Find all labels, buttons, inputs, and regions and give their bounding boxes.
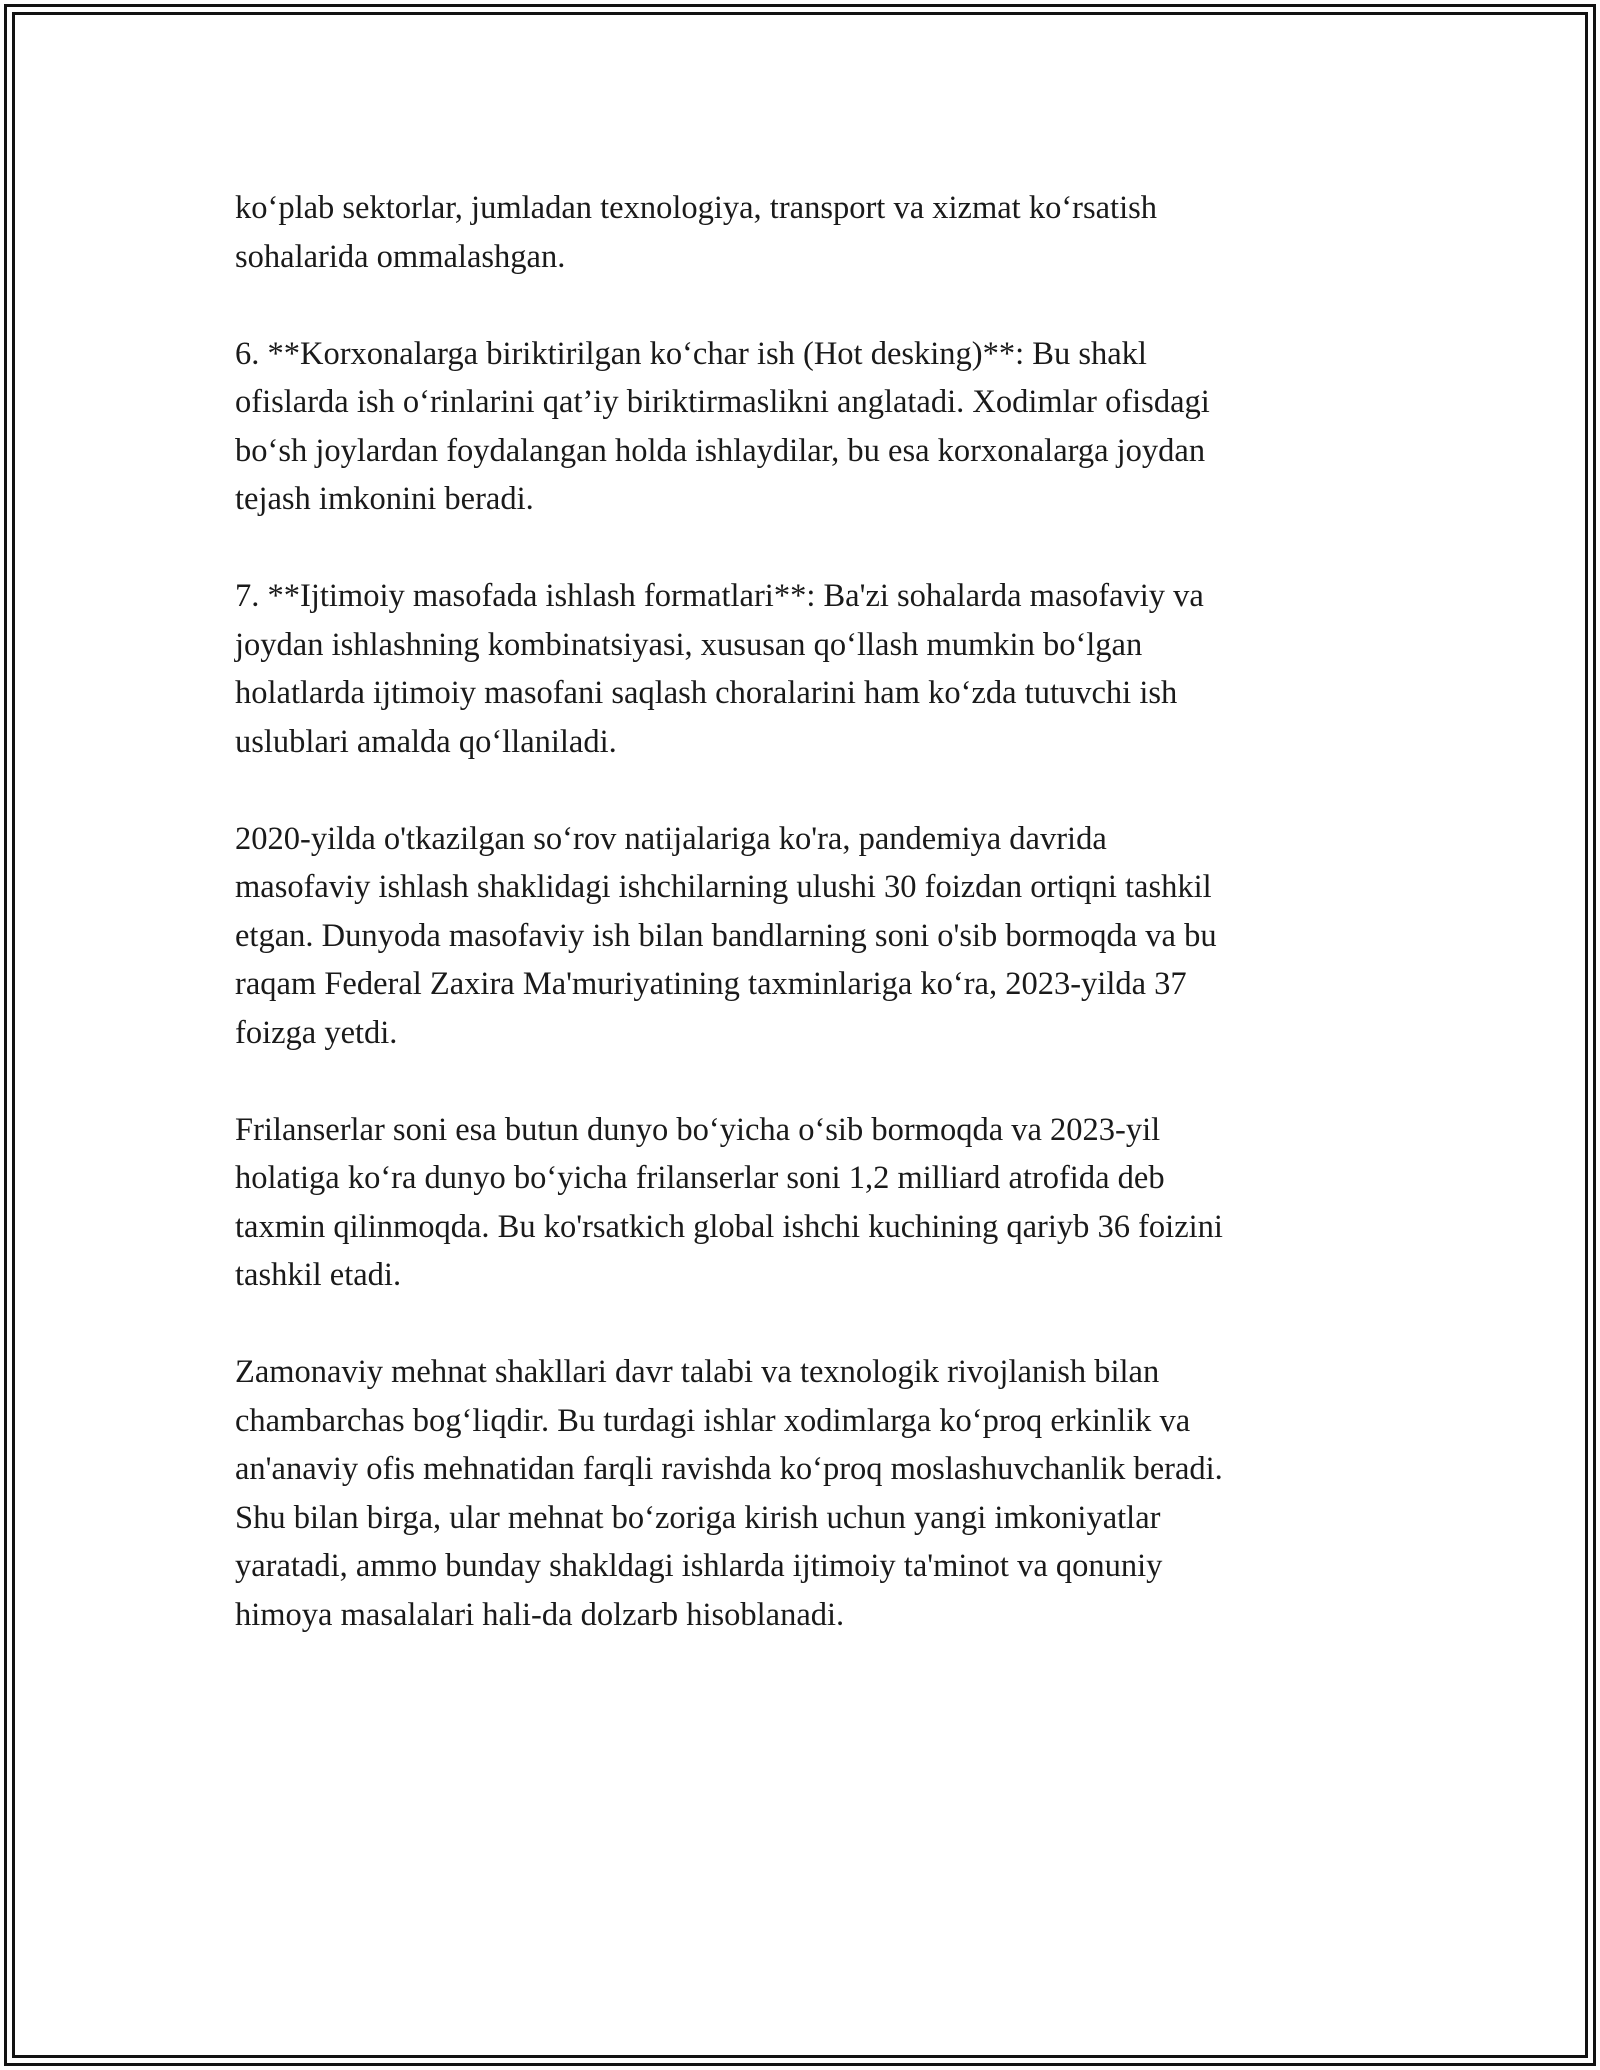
paragraph-hot-desking: 6. **Korxonalarga biriktirilgan ko‘char ish (Hot desking)**: Bu shakl ofislarda ish o‘rinlarini qat’iy biriktirmaslikni anglatadi. Xodimlar ofisdagi bo‘sh joylardan foydalangan holda ishlaydilar, bu esa korxonalarga joydan tejash imkonini beradi. bbox=[235, 335, 1210, 517]
paragraph-conclusion: Zamonaviy mehnat shakllari davr talabi va texnologik rivojlanish bilan chambarchas bog‘liqdir. Bu turdagi ishlar xodimlarga ko‘proq erkinlik va an'anaviy ofis mehnatidan farqli ravishda ko‘proq moslashuvchanlik beradi. Shu bilan birga, ular mehnat bo‘zoriga kirish uchun yangi imkoniyatlar yaratadi, ammo bunday shakldagi ishlarda ijtimoiy ta'minot va qonuniy himoya masalalari hali-da dolzarb hisoblanadi. bbox=[235, 1354, 1223, 1633]
paragraph-social-distance-formats: 7. **Ijtimoiy masofada ishlash formatlari**: Ba'zi sohalarda masofaviy va joydan ishlashning kombinatsiyasi, xususan qo‘llash mumkin bo‘lgan holatlarda ijtimoiy masofani saqlash choralarini ham ko‘zda tutuvchi ish uslublari amalda qo‘llaniladi. bbox=[235, 578, 1204, 760]
paragraph-sectors-continuation: ko‘plab sektorlar, jumladan texnologiya, transport va xizmat ko‘rsatish sohalarida ommalashgan. bbox=[235, 190, 1157, 275]
paragraph-freelancers: Frilanserlar soni esa butun dunyo bo‘yicha o‘sib bormoqda va 2023-yil holatiga ko‘ra dunyo bo‘yicha frilanserlar soni 1,2 milliard atrofida deb taxmin qilinmoqda. Bu ko'rsatkich global ishchi kuchining qariyb 36 foizini tashkil etadi. bbox=[235, 1111, 1223, 1293]
document-body bbox=[235, 184, 1375, 1639]
paragraph-remote-work-statistics: 2020-yilda o'tkazilgan so‘rov natijalariga ko'ra, pandemiya davrida masofaviy ishlash shaklidagi ishchilarning ulushi 30 foizdan ortiqni tashkil etgan. Dunyoda masofaviy ish bilan bandlarning soni o'sib bormoqda va bu raqam Federal Zaxira Ma'muriyatining taxminlariga ko‘ra, 2023-yilda 37 foizga yetdi. bbox=[235, 820, 1217, 1051]
